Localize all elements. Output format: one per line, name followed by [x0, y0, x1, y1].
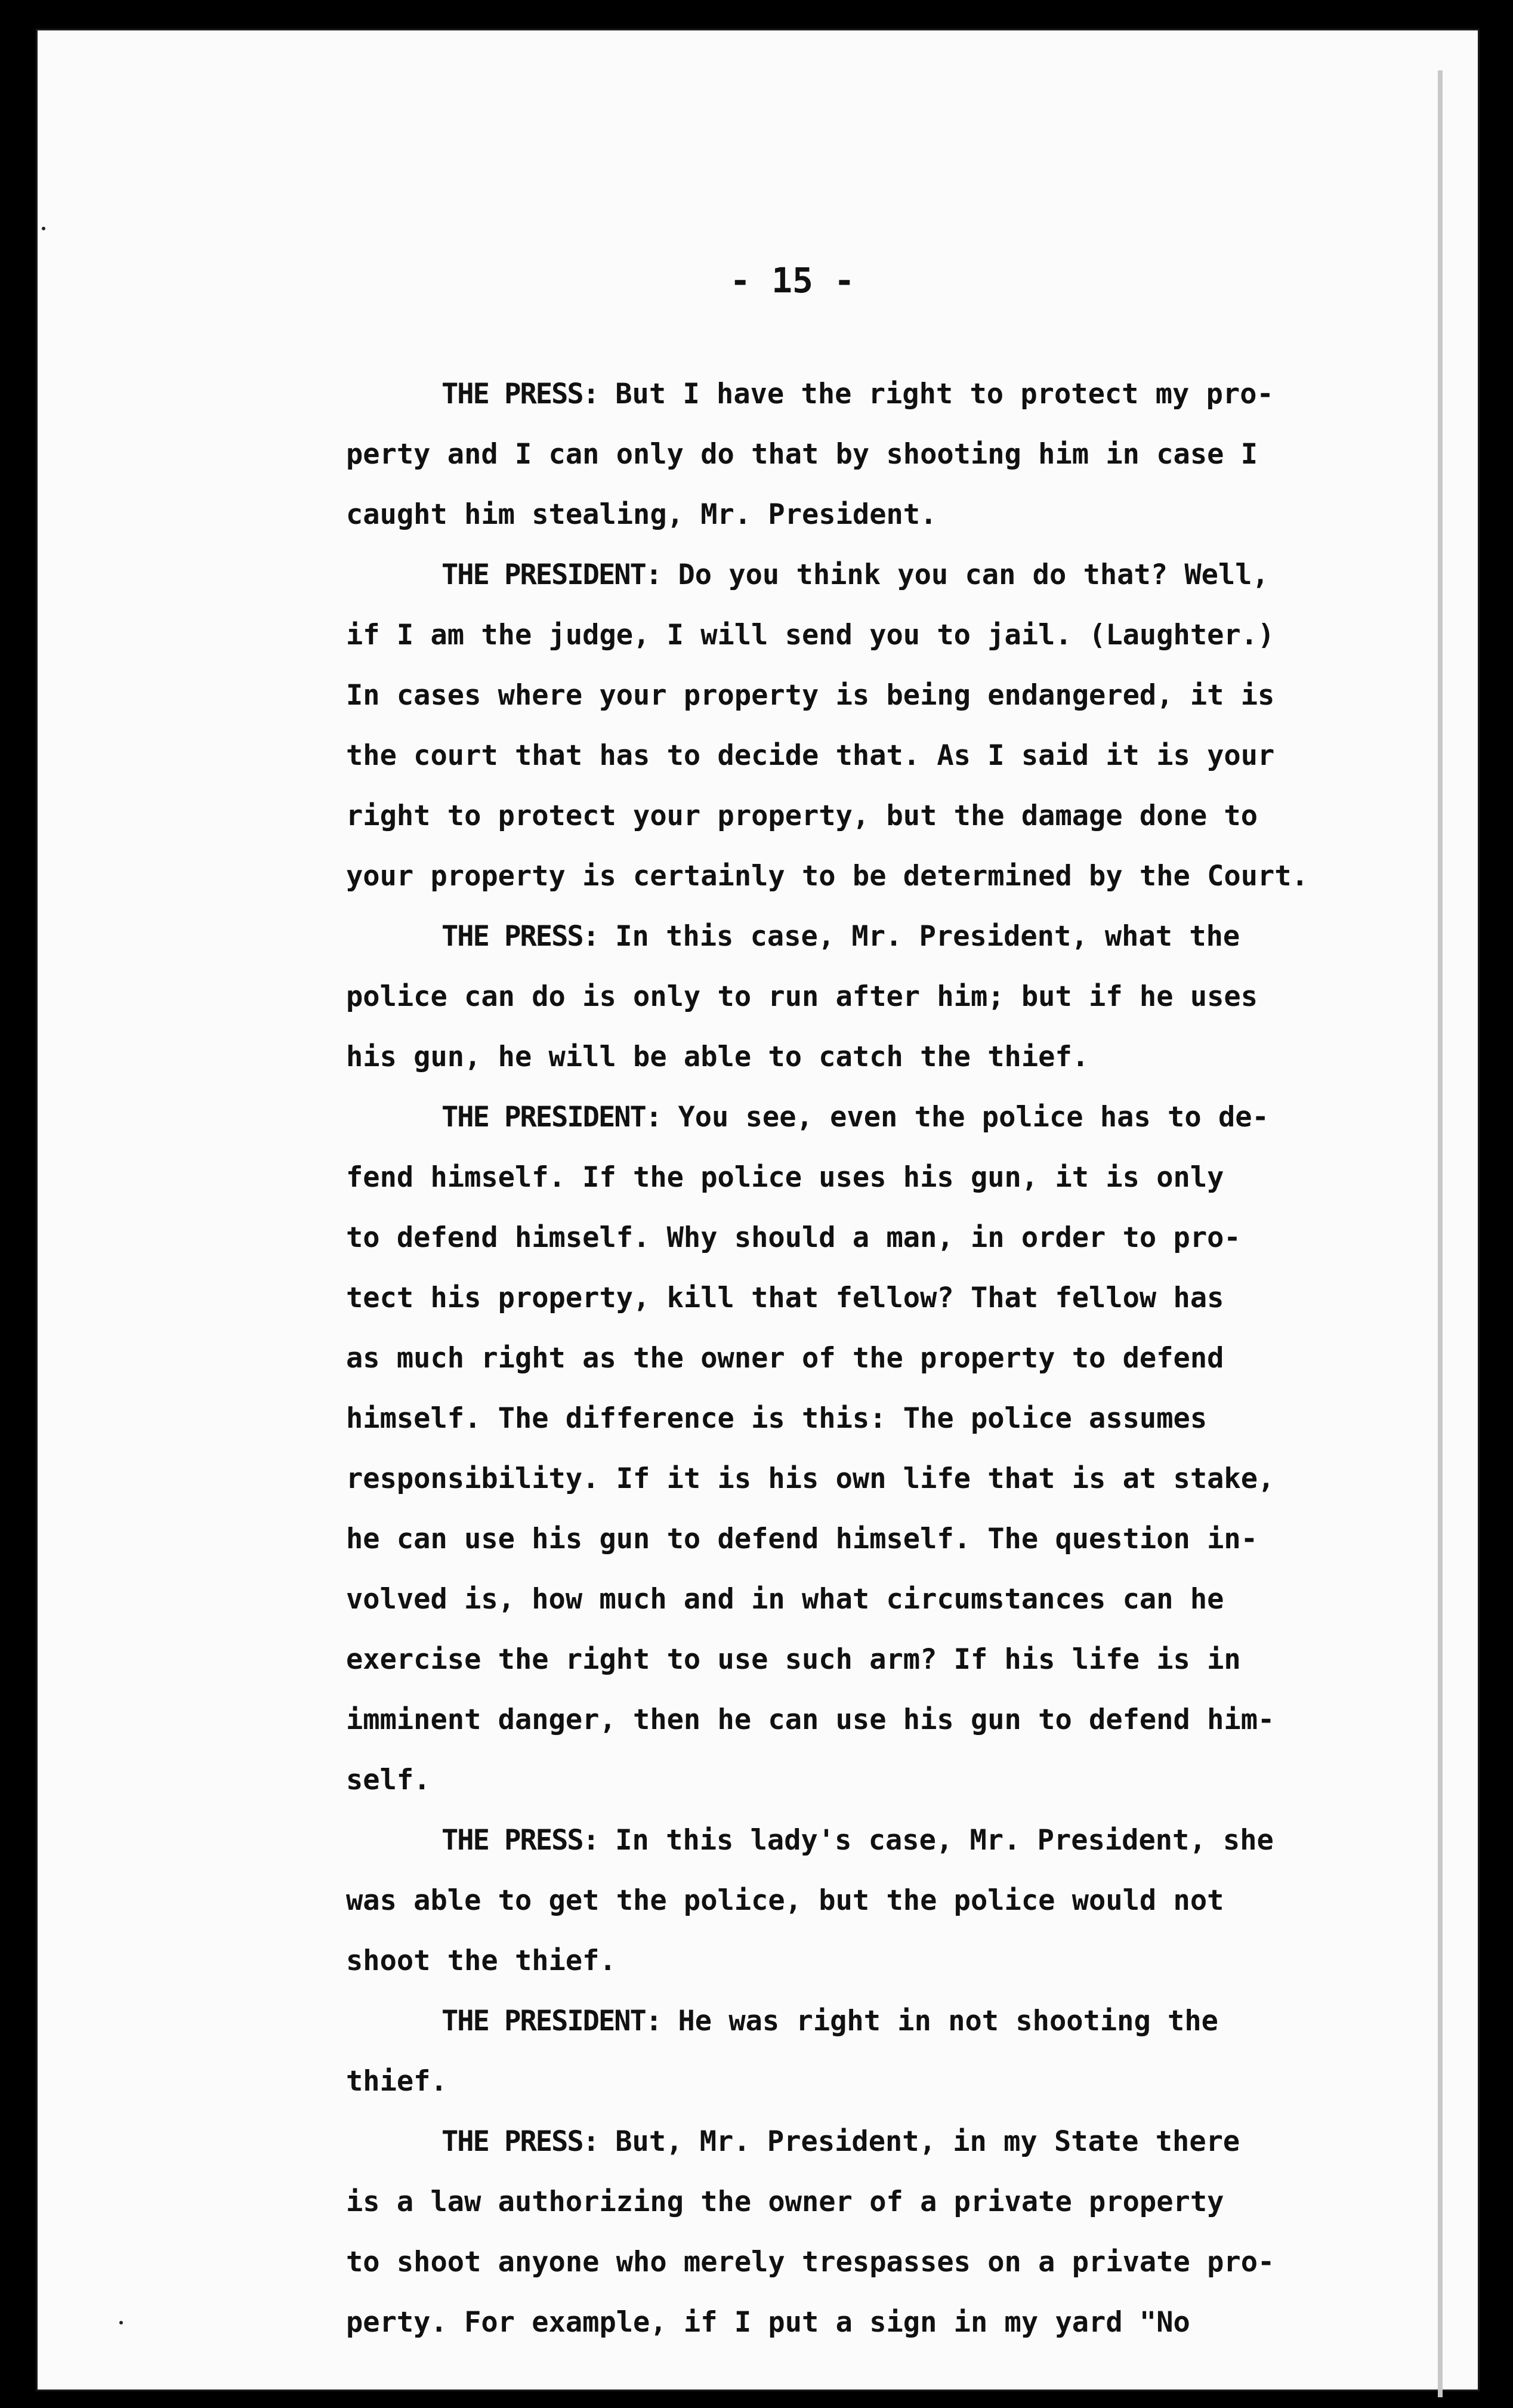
line-text: But, Mr. President, in my State there — [615, 2125, 1240, 2158]
text-line: imminent danger, then he can use his gun to defend him- — [346, 1703, 1275, 1736]
line-text: In this case, Mr. President, what the — [615, 920, 1240, 953]
line-text: He was right in not shooting the — [678, 2005, 1218, 2037]
text-line: was able to get the police, but the police would not — [346, 1884, 1224, 1917]
scan-speck — [119, 2321, 123, 2324]
text-line: the court that has to decide that. As I said it is your — [346, 739, 1275, 772]
text-line: shoot the thief. — [346, 1944, 616, 1977]
text-line: thief. — [346, 2065, 447, 2098]
text-line — [251, 545, 1372, 605]
text-line: perty. For example, if I put a sign in my yard "No — [346, 2306, 1190, 2339]
line-text: You see, even the police has to de- — [678, 1101, 1269, 1134]
text-line: to defend himself. Why should a man, in order to pro- — [346, 1221, 1241, 1254]
speaker-label: THE PRESS: — [441, 2125, 598, 2158]
text-line: to shoot anyone who merely trespasses on a private pro- — [346, 2246, 1275, 2279]
text-line: police can do is only to run after him; but if he uses — [346, 980, 1258, 1013]
text-line — [251, 2111, 1372, 2172]
speaker-label: THE PRESS: — [441, 1824, 598, 1857]
text-line: is a law authorizing the owner of a private property — [346, 2185, 1224, 2218]
line-text: But I have the right to protect my pro- — [615, 378, 1274, 410]
text-line: he can use his gun to defend himself. The question in- — [346, 1523, 1258, 1555]
text-line: perty and I can only do that by shooting him in case I — [346, 438, 1258, 471]
line-text: Do you think you can do that? Well, — [678, 558, 1269, 591]
page-edge-shadow — [1438, 70, 1443, 2397]
speaker-label: THE PRESIDENT: — [441, 558, 662, 591]
text-line: if I am the judge, I will send you to jail. (Laughter.) — [346, 619, 1275, 652]
text-line: tect his property, kill that fellow? That fellow has — [346, 1282, 1224, 1314]
text-line: himself. The difference is this: The police assumes — [346, 1402, 1208, 1435]
speaker-label: THE PRESIDENT: — [441, 2005, 662, 2037]
paragraph — [251, 2111, 1372, 2353]
text-line: his gun, he will be able to catch the thief. — [346, 1041, 1089, 1073]
speaker-label: THE PRESS: — [441, 378, 598, 410]
paragraph — [251, 1991, 1372, 2111]
paragraph — [251, 545, 1372, 906]
text-line: caught him stealing, Mr. President. — [346, 498, 937, 531]
scan-speck — [42, 227, 45, 230]
paragraph — [251, 1810, 1372, 1991]
text-line — [251, 1087, 1372, 1147]
text-line: responsibility. If it is his own life that is at stake, — [346, 1462, 1275, 1495]
paragraph — [251, 1087, 1372, 1810]
speaker-label: THE PRESIDENT: — [441, 1101, 662, 1134]
text-line: fend himself. If the police uses his gun, it is only — [346, 1161, 1224, 1194]
text-line — [251, 1991, 1372, 2051]
text-line — [251, 364, 1372, 424]
text-line: your property is certainly to be determined by the Court. — [346, 860, 1308, 893]
paragraph — [251, 364, 1372, 545]
text-line: exercise the right to use such arm? If his life is in — [346, 1643, 1241, 1676]
text-line: self. — [346, 1764, 431, 1796]
text-line: right to protect your property, but the damage done to — [346, 799, 1258, 832]
speaker-label: THE PRESS: — [441, 920, 598, 953]
text-line: In cases where your property is being endangered, it is — [346, 679, 1275, 712]
text-line: as much right as the owner of the property to defend — [346, 1342, 1224, 1375]
text-line: volved is, how much and in what circumstances can he — [346, 1583, 1224, 1616]
text-line — [251, 906, 1372, 967]
page-number: - 15 - — [730, 260, 855, 301]
text-line — [251, 1810, 1372, 1870]
transcript-body — [251, 364, 1372, 2353]
paragraph — [251, 906, 1372, 1087]
line-text: In this lady's case, Mr. President, she — [615, 1824, 1274, 1857]
